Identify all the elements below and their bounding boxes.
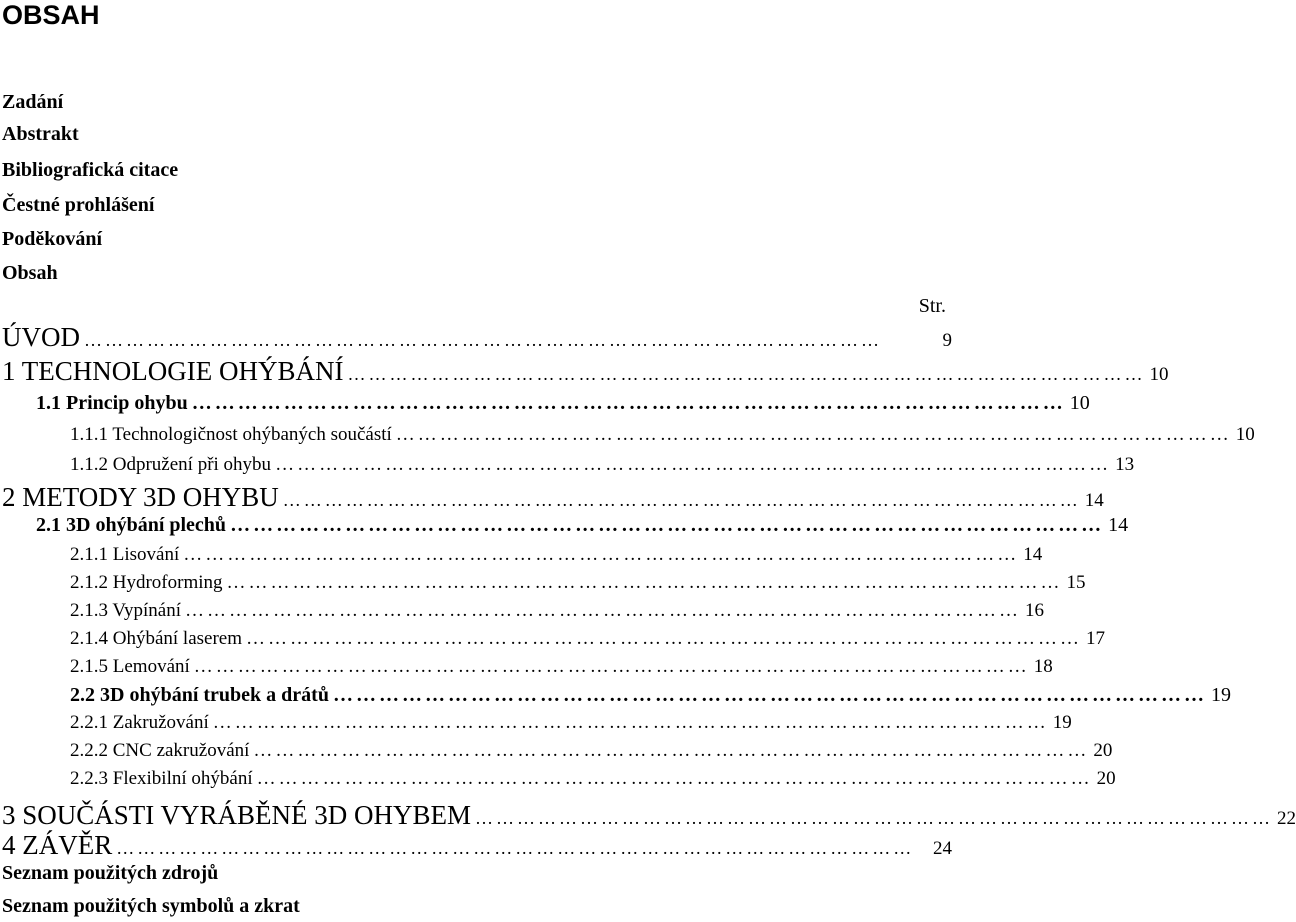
toc-entry[interactable] bbox=[2, 482, 1104, 514]
toc-entry-label: 2.1.5 Lemování bbox=[70, 656, 190, 677]
dot-leader: …………………………………………………………………………………………………… bbox=[395, 424, 1232, 445]
dot-leader: …………………………………………………………………………………………………… bbox=[282, 490, 1081, 510]
toc-entry-page: 10 bbox=[1149, 364, 1169, 385]
toc-entry-label: 2.1.2 Hydroforming bbox=[70, 572, 223, 593]
front-matter-podekovani[interactable]: Poděkování bbox=[2, 228, 103, 250]
toc-entry-page: 20 bbox=[1096, 768, 1116, 789]
toc-entry-label: 2.2.1 Zakružování bbox=[70, 712, 209, 733]
toc-entry[interactable] bbox=[70, 424, 1255, 456]
dot-leader: …………………………………………………………………………………………………… bbox=[191, 392, 1066, 414]
dot-leader: …………………………………………………………………………………………………… bbox=[230, 514, 1105, 536]
dot-leader: …………………………………………………………………………………………………… bbox=[183, 544, 1020, 565]
toc-entry-label: 1 TECHNOLOGIE OHÝBÁNÍ bbox=[2, 356, 344, 386]
page-title: OBSAH bbox=[2, 0, 100, 30]
toc-entry-page: 14 bbox=[1108, 514, 1129, 536]
toc-entry-label: 2.2.2 CNC zakružování bbox=[70, 740, 250, 761]
dot-leader: …………………………………………………………………………………………………… bbox=[256, 768, 1093, 789]
toc-entry-label: 4 ZÁVĚR bbox=[2, 830, 113, 860]
toc-entry-page: 13 bbox=[1115, 454, 1135, 475]
toc-entry[interactable] bbox=[2, 322, 952, 354]
toc-entry-page: 22 bbox=[1277, 808, 1296, 829]
toc-entry-page: 17 bbox=[1086, 628, 1106, 649]
toc-entry-label: 2 METODY 3D OHYBU bbox=[2, 482, 279, 512]
dot-leader: …………………………………………………………………………………………………… bbox=[475, 808, 1274, 828]
dot-leader: …………………………………………………………………………………………………… bbox=[347, 364, 1146, 384]
back-matter-seznam-symbolu[interactable]: Seznam použitých symbolů a zkrat bbox=[2, 895, 300, 917]
toc-entry-page: 19 bbox=[1052, 712, 1072, 733]
toc-entry-page: 24 bbox=[933, 838, 952, 859]
back-matter-seznam-zdroju[interactable]: Seznam použitých zdrojů bbox=[2, 862, 219, 884]
toc-entry-page: 19 bbox=[1210, 684, 1231, 706]
toc-entry[interactable] bbox=[36, 514, 1129, 546]
dot-leader: …………………………………………………………………………………………………… bbox=[246, 628, 1083, 649]
toc-entry[interactable] bbox=[36, 392, 1090, 424]
front-matter-cestne-prohlaseni[interactable]: Čestné prohlášení bbox=[2, 194, 155, 216]
front-matter-obsah[interactable]: Obsah bbox=[2, 262, 58, 284]
toc-entry-label: 1.1 Princip ohybu bbox=[36, 392, 188, 414]
dot-leader: …………………………………………………………………………………………………… bbox=[185, 600, 1022, 621]
dot-leader: …………………………………………………………………………………………………… bbox=[193, 656, 1030, 677]
dot-leader: …………………………………………………………………………………………………… bbox=[275, 454, 1112, 475]
front-matter-bibliograficka-citace[interactable]: Bibliografická citace bbox=[2, 159, 179, 181]
toc-entry-label: 1.1.2 Odpružení při ohybu bbox=[70, 454, 272, 475]
toc-entry-label: 2.1 3D ohýbání plechů bbox=[36, 514, 227, 536]
toc-entry-label: 2.2 3D ohýbání trubek a drátů bbox=[70, 684, 329, 706]
toc-entry[interactable] bbox=[2, 800, 1296, 832]
toc-entry-label: 2.1.4 Ohýbání laserem bbox=[70, 628, 243, 649]
dot-leader: …………………………………………………………………………………………………… bbox=[212, 712, 1049, 733]
toc-entry-page: 10 bbox=[1069, 392, 1090, 414]
dot-leader: …………………………………………………………………………………………………… bbox=[116, 838, 915, 858]
dot-leader: …………………………………………………………………………………………………… bbox=[332, 684, 1207, 706]
front-matter-abstrakt[interactable]: Abstrakt bbox=[2, 123, 79, 145]
toc-entry-label: ÚVOD bbox=[2, 322, 80, 352]
toc-entry-page: 18 bbox=[1033, 656, 1053, 677]
toc-entry-label: 2.1.3 Vypínání bbox=[70, 600, 182, 621]
toc-entry-page: 14 bbox=[1023, 544, 1043, 565]
toc-entry-label: 2.2.3 Flexibilní ohýbání bbox=[70, 768, 253, 789]
toc-entry-page: 15 bbox=[1066, 572, 1086, 593]
toc-entry[interactable] bbox=[2, 356, 1169, 388]
toc-entry[interactable] bbox=[2, 830, 952, 862]
dot-leader: …………………………………………………………………………………………………… bbox=[226, 572, 1063, 593]
toc-entry-label: 2.1.1 Lisování bbox=[70, 544, 180, 565]
front-matter-zadani[interactable]: Zadání bbox=[2, 91, 64, 113]
toc-entry-page: 20 bbox=[1093, 740, 1113, 761]
toc-entry[interactable] bbox=[70, 768, 1116, 800]
dot-leader: …………………………………………………………………………………………………… bbox=[84, 330, 882, 350]
page-column-label: Str. bbox=[918, 295, 946, 317]
toc-entry-page: 9 bbox=[942, 330, 952, 351]
dot-leader: …………………………………………………………………………………………………… bbox=[253, 740, 1090, 761]
toc-entry-page: 14 bbox=[1084, 490, 1104, 511]
toc-entry-page: 10 bbox=[1235, 424, 1255, 445]
toc-entry-page: 16 bbox=[1025, 600, 1045, 621]
toc-entry-label: 1.1.1 Technologičnost ohýbaných součástí bbox=[70, 424, 392, 445]
toc-entry-label: 3 SOUČÁSTI VYRÁBĚNÉ 3D OHYBEM bbox=[2, 800, 472, 830]
